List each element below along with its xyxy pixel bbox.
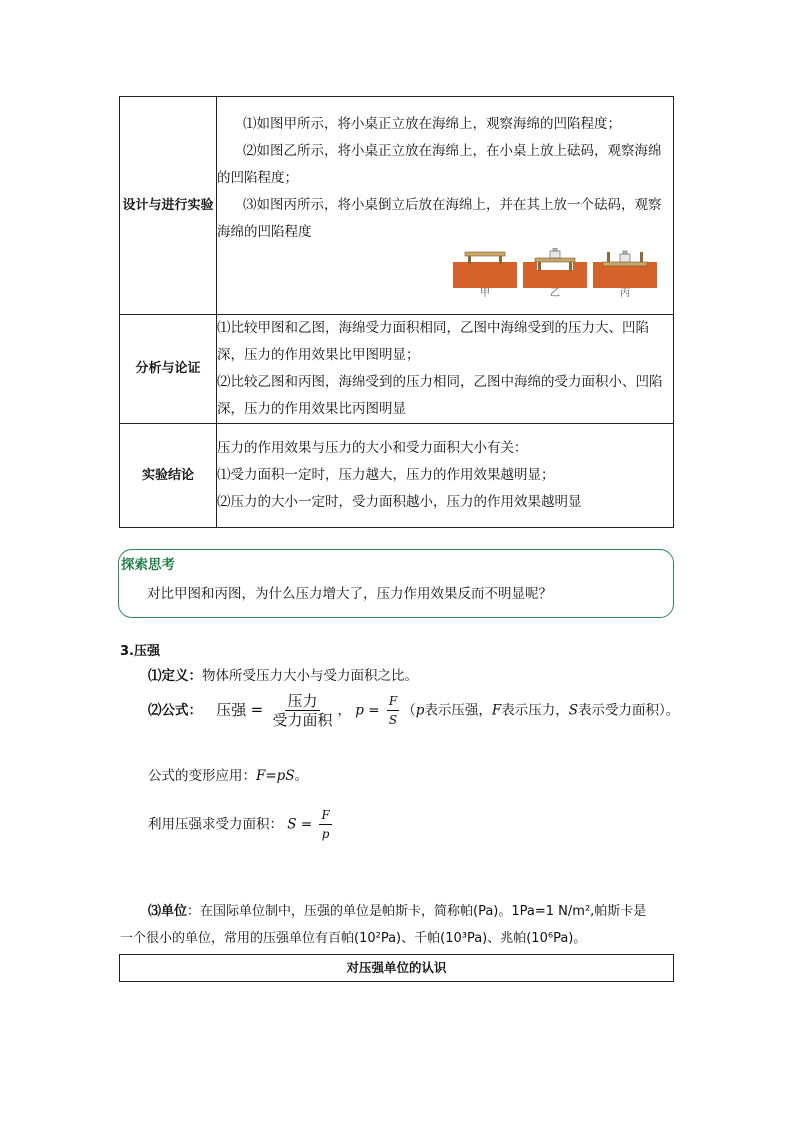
area-text: 利用压强求受力面积： (148, 816, 283, 833)
experiment-figures (217, 248, 673, 300)
table-row (120, 315, 674, 424)
table-row (120, 424, 674, 528)
sponge-table-upright-image (453, 248, 517, 288)
paragraph: ⑵压力的大小一定时，受力面积越小，压力的作用效果越明显 (217, 494, 582, 510)
area-fraction (319, 806, 331, 843)
unit-line-2: 一个很小的单位，常用的压强单位有百帕(10²Pa)、千帕(10³Pa)、兆帕(10⁶Pa)。 (120, 931, 587, 946)
paragraph: ⑴受力面积一定时，压力越大，压力的作用效果越明显； (217, 467, 555, 483)
explore-question: 对比甲图和丙图，为什么压力增大了，压力作用效果反而不明显呢？ (147, 586, 552, 602)
sponge-table-inverted-image (593, 248, 657, 288)
row-label-analysis: 分析与论证 (120, 315, 217, 424)
paragraph: ⑶如图丙所示，将小桌倒立后放在海绵上，并在其上放一个砝码，观察海绵的凹陷程度 (217, 197, 662, 240)
figure-jia (453, 248, 517, 300)
p-symbol: p (415, 702, 425, 719)
explore-title: 探索思考 (121, 557, 175, 573)
paren-open: （ (402, 702, 416, 719)
experiment-table (119, 96, 674, 528)
S-symbol: S (568, 702, 578, 719)
row-label-design: 设计与进行实验 (120, 97, 217, 315)
paragraph: 压力的作用效果与压力的大小和受力面积大小有关： (217, 440, 528, 456)
figure-yi (523, 248, 587, 300)
pressure-fraction (270, 692, 334, 729)
unit-label: ⑶单位 (148, 904, 188, 919)
fraction-numerator: 压力 (287, 692, 318, 710)
paragraph: ⑵比较乙图和丙图，海绵受到的压力相同，乙图中海绵的受力面积小、凹陷深，压力的作用效果比丙图明显 (217, 374, 663, 417)
section-title: 3.压强 (120, 644, 160, 659)
formula-note: 表示压强， (424, 702, 492, 719)
unit-recognition-header: 对压强单位的认识 (119, 954, 674, 982)
formula-label: ⑵公式： (148, 702, 202, 719)
transform-line (148, 764, 308, 784)
transform-end: 。 (294, 768, 309, 784)
fraction-denominator: p (321, 827, 330, 841)
definition-text: 物体所受压力大小与受力面积之比。 (202, 668, 418, 684)
figure-label: 乙 (550, 288, 560, 299)
unit-text: ：在国际单位制中，压强的单位是帕斯卡，简称帕(Pa)。1Pa=1 N/m²,帕斯卡是 (187, 904, 647, 919)
transform-formula: F=pS (256, 768, 295, 784)
sponge-table-weight-image (523, 248, 587, 288)
equals-sign: = (368, 702, 380, 719)
equals-sign: = (300, 816, 313, 833)
formula-note: 表示压力， (501, 702, 569, 719)
definition-line (148, 664, 418, 684)
paragraph: ⑴如图甲所示，将小桌正立放在海绵上，观察海绵的凹陷程度； (243, 116, 621, 132)
unit-line-1 (148, 900, 646, 919)
area-line (148, 806, 335, 843)
figure-label: 丙 (620, 288, 630, 299)
fraction-denominator: S (388, 713, 398, 727)
definition-label: ⑴定义： (148, 668, 202, 684)
figure-label: 甲 (480, 288, 490, 299)
formula-line (148, 692, 679, 729)
separator: ， (337, 702, 351, 719)
symbol-fraction (387, 692, 399, 729)
explore-think-box (118, 549, 674, 618)
figure-bing (593, 248, 657, 300)
equals-sign: = (250, 700, 264, 719)
table-row (120, 97, 674, 315)
formula-note: 表示受力面积）。 (577, 702, 680, 719)
row-content-design (217, 97, 674, 315)
F-symbol: F (491, 702, 502, 719)
paragraph: ⑵如图乙所示，将小桌正立放在海绵上，在小桌上放上砝码，观察海绵的凹陷程度； (217, 143, 662, 186)
formula-lhs: 压强 (216, 700, 247, 719)
fraction-numerator: F (319, 806, 331, 825)
row-label-conclusion: 实验结论 (120, 424, 217, 528)
transform-text: 公式的变形应用： (148, 768, 256, 784)
row-content-conclusion (217, 424, 674, 528)
paragraph: ⑴比较甲图和乙图，海绵受力面积相同，乙图中海绵受到的压力大、凹陷深，压力的作用效果比甲图明显； (217, 320, 649, 363)
p-symbol: p (355, 702, 364, 719)
S-symbol: S (287, 816, 297, 833)
fraction-denominator: 受力面积 (272, 711, 333, 729)
fraction-numerator: F (387, 692, 399, 711)
row-content-analysis (217, 315, 674, 424)
